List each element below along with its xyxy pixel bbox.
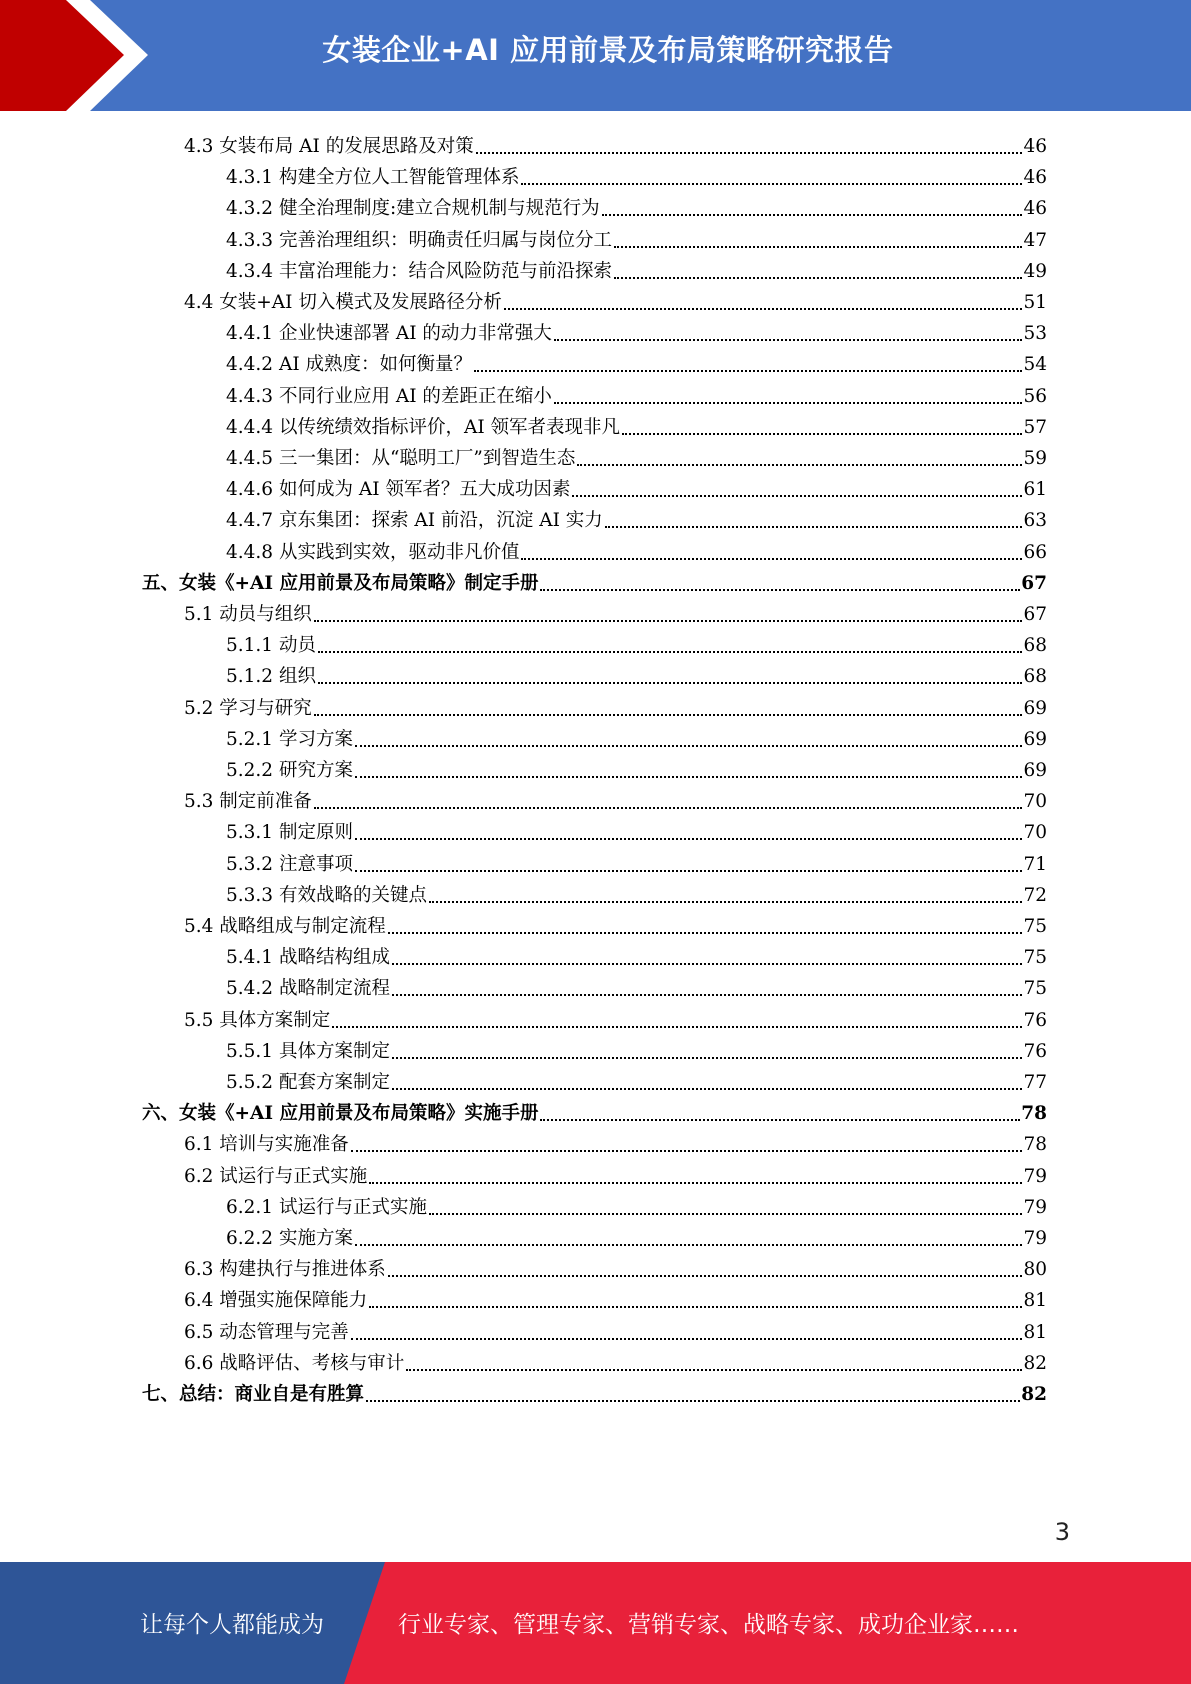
- toc-entry-title: 六、女装《+AI 应用前景及布局策略》实施手册: [142, 1103, 539, 1124]
- toc-entry-page-number: 56: [1023, 386, 1047, 407]
- toc-entry[interactable]: [184, 1002, 1047, 1033]
- toc-entry[interactable]: [226, 627, 1047, 658]
- toc-entry-title: 6.2 试运行与正式实施: [184, 1166, 368, 1187]
- toc-entry[interactable]: [226, 814, 1047, 845]
- toc-dot-leader: [369, 1165, 1022, 1189]
- toc-entry-title: 6.3 构建执行与推进体系: [184, 1259, 386, 1280]
- toc-dot-leader: [605, 509, 1023, 533]
- toc-entry[interactable]: [226, 502, 1047, 533]
- toc-entry-title: 5.3.3 有效战略的关键点: [226, 885, 427, 906]
- toc-dot-leader: [406, 1352, 1022, 1376]
- toc-entry[interactable]: [226, 721, 1047, 752]
- toc-dot-leader: [602, 197, 1023, 221]
- page-number: 3: [1054, 1518, 1070, 1546]
- toc-entry-page-number: 75: [1023, 947, 1047, 968]
- toc-entry-page-number: 79: [1023, 1228, 1047, 1249]
- toc-dot-leader: [318, 634, 1023, 658]
- toc-entry[interactable]: [184, 690, 1047, 721]
- toc-entry-title: 5.2.1 学习方案: [226, 729, 353, 750]
- document-title: 女装企业+AI 应用前景及布局策略研究报告: [322, 33, 894, 67]
- toc-entry-title: 4.4.8 从实践到实效，驱动非凡价值: [226, 542, 520, 563]
- toc-entry[interactable]: [226, 1189, 1047, 1220]
- toc-entry[interactable]: [184, 1126, 1047, 1157]
- toc-dot-leader: [429, 1196, 1022, 1220]
- toc-entry-page-number: 76: [1023, 1010, 1047, 1031]
- toc-dot-leader: [351, 1321, 1023, 1345]
- toc-entry[interactable]: [142, 1095, 1047, 1126]
- toc-entry-title: 6.5 动态管理与完善: [184, 1322, 349, 1343]
- toc-entry[interactable]: [226, 440, 1047, 471]
- toc-entry-page-number: 66: [1023, 542, 1047, 563]
- toc-entry-page-number: 78: [1021, 1103, 1047, 1124]
- toc-dot-leader: [521, 166, 1022, 190]
- toc-entry-page-number: 75: [1023, 916, 1047, 937]
- toc-entry[interactable]: [142, 565, 1047, 596]
- toc-entry-page-number: 53: [1023, 323, 1047, 344]
- toc-dot-leader: [332, 1009, 1022, 1033]
- toc-entry-title: 6.2.2 实施方案: [226, 1228, 353, 1249]
- toc-dot-leader: [355, 728, 1023, 752]
- toc-dot-leader: [355, 853, 1023, 877]
- toc-entry-title: 5.5.1 具体方案制定: [226, 1041, 390, 1062]
- toc-entry-title: 4.3.3 完善治理组织：明确责任归属与岗位分工: [226, 230, 612, 251]
- toc-entry-title: 4.4.5 三一集团：从“聪明工厂”到智造生态: [226, 448, 576, 469]
- toc-entry-page-number: 69: [1023, 698, 1047, 719]
- toc-entry[interactable]: [226, 1033, 1047, 1064]
- toc-dot-leader: [429, 884, 1022, 908]
- toc-entry-page-number: 63: [1023, 510, 1047, 531]
- toc-entry-title: 4.4.3 不同行业应用 AI 的差距正在缩小: [226, 386, 552, 407]
- toc-entry[interactable]: [226, 222, 1047, 253]
- toc-entry-page-number: 82: [1023, 1353, 1047, 1374]
- toc-entry-title: 4.3 女装布局 AI 的发展思路及对策: [184, 136, 474, 157]
- toc-dot-leader: [369, 1289, 1022, 1313]
- toc-entry-page-number: 76: [1023, 1041, 1047, 1062]
- toc-entry-title: 5.1 动员与组织: [184, 604, 312, 625]
- toc-entry[interactable]: [226, 409, 1047, 440]
- toc-dot-leader: [392, 1040, 1022, 1064]
- toc-entry-page-number: 51: [1023, 292, 1047, 313]
- toc-entry[interactable]: [184, 1251, 1047, 1282]
- toc-entry-page-number: 81: [1023, 1290, 1047, 1311]
- toc-entry-page-number: 57: [1023, 417, 1047, 438]
- toc-dot-leader: [577, 447, 1022, 471]
- toc-entry-page-number: 46: [1023, 136, 1047, 157]
- header-banner: [0, 0, 1191, 111]
- toc-dot-leader: [614, 260, 1022, 284]
- toc-dot-leader: [314, 603, 1023, 627]
- toc-entry-page-number: 49: [1023, 261, 1047, 282]
- toc-dot-leader: [474, 353, 1022, 377]
- toc-dot-leader: [355, 821, 1023, 845]
- toc-entry[interactable]: [226, 378, 1047, 409]
- toc-entry-page-number: 78: [1023, 1134, 1047, 1155]
- toc-dot-leader: [622, 416, 1022, 440]
- toc-entry-title: 6.4 增强实施保障能力: [184, 1290, 368, 1311]
- toc-dot-leader: [318, 665, 1023, 689]
- toc-entry-page-number: 67: [1023, 604, 1047, 625]
- toc-dot-leader: [614, 229, 1022, 253]
- toc-entry-title: 5.2.2 研究方案: [226, 760, 353, 781]
- toc-dot-leader: [540, 1102, 1020, 1126]
- toc-dot-leader: [392, 946, 1022, 970]
- toc-dot-leader: [572, 478, 1022, 502]
- toc-entry-title: 五、女装《+AI 应用前景及布局策略》制定手册: [142, 573, 539, 594]
- toc-entry-page-number: 69: [1023, 729, 1047, 750]
- toc-entry[interactable]: [184, 1158, 1047, 1189]
- toc-entry[interactable]: [184, 128, 1047, 159]
- toc-entry-title: 4.4.6 如何成为 AI 领军者？五大成功因素: [226, 479, 571, 500]
- toc-entry-title: 4.3.1 构建全方位人工智能管理体系: [226, 167, 520, 188]
- toc-dot-leader: [504, 291, 1023, 315]
- toc-dot-leader: [554, 322, 1023, 346]
- toc-entry[interactable]: [184, 1314, 1047, 1345]
- toc-entry-title: 5.5 具体方案制定: [184, 1010, 331, 1031]
- toc-dot-leader: [521, 541, 1022, 565]
- footer-banner: [0, 1562, 1191, 1684]
- toc-entry-page-number: 68: [1023, 635, 1047, 656]
- toc-entry-title: 5.1.1 动员: [226, 635, 316, 656]
- toc-entry-page-number: 70: [1023, 822, 1047, 843]
- toc-entry[interactable]: [226, 877, 1047, 908]
- toc-entry-page-number: 71: [1023, 854, 1047, 875]
- toc-entry-title: 5.4 战略组成与制定流程: [184, 916, 386, 937]
- toc-entry-title: 七、总结：商业自是有胜算: [142, 1384, 365, 1405]
- toc-entry-title: 4.3.2 健全治理制度:建立合规机制与规范行为: [226, 198, 600, 219]
- toc-entry-title: 4.4 女装+AI 切入模式及发展路径分析: [184, 292, 502, 313]
- toc-entry-page-number: 77: [1023, 1072, 1047, 1093]
- toc-dot-leader: [314, 790, 1023, 814]
- toc-entry[interactable]: [226, 846, 1047, 877]
- toc-dot-leader: [314, 697, 1023, 721]
- footer-slogan-right: 行业专家、管理专家、营销专家、战略专家、成功企业家……: [398, 1612, 1019, 1638]
- toc-entry-page-number: 46: [1023, 198, 1047, 219]
- toc-entry[interactable]: [226, 315, 1047, 346]
- toc-entry-title: 4.4.4 以传统绩效指标评价，AI 领军者表现非凡: [226, 417, 621, 438]
- toc-entry-title: 5.3.1 制定原则: [226, 822, 353, 843]
- toc-entry-title: 5.5.2 配套方案制定: [226, 1072, 390, 1093]
- toc-entry[interactable]: [184, 908, 1047, 939]
- toc-entry-title: 5.4.2 战略制定流程: [226, 978, 390, 999]
- toc-entry[interactable]: [226, 471, 1047, 502]
- toc-entry[interactable]: [226, 939, 1047, 970]
- toc-entry[interactable]: [226, 534, 1047, 565]
- toc-dot-leader: [351, 1133, 1023, 1157]
- toc-entry-page-number: 59: [1023, 448, 1047, 469]
- toc-entry-title: 4.4.1 企业快速部署 AI 的动力非常强大: [226, 323, 552, 344]
- toc-dot-leader: [355, 759, 1023, 783]
- toc-entry-title: 6.1 培训与实施准备: [184, 1134, 349, 1155]
- toc-dot-leader: [540, 572, 1020, 596]
- toc-entry-title: 6.2.1 试运行与正式实施: [226, 1197, 427, 1218]
- toc-entry-title: 4.4.2 AI 成熟度：如何衡量？: [226, 354, 473, 375]
- toc-dot-leader: [554, 385, 1023, 409]
- toc-entry-title: 4.4.7 京东集团：探索 AI 前沿，沉淀 AI 实力: [226, 510, 603, 531]
- toc-entry-page-number: 69: [1023, 760, 1047, 781]
- toc-entry[interactable]: [226, 253, 1047, 284]
- toc-entry-page-number: 46: [1023, 167, 1047, 188]
- toc-entry-page-number: 61: [1023, 479, 1047, 500]
- toc-entry[interactable]: [226, 190, 1047, 221]
- toc-entry-page-number: 79: [1023, 1166, 1047, 1187]
- toc-entry[interactable]: [184, 783, 1047, 814]
- toc-entry-page-number: 81: [1023, 1322, 1047, 1343]
- toc-entry-title: 5.1.2 组织: [226, 666, 316, 687]
- toc-entry-title: 4.3.4 丰富治理能力：结合风险防范与前沿探索: [226, 261, 612, 282]
- toc-entry[interactable]: [226, 1220, 1047, 1251]
- toc-entry-title: 5.4.1 战略结构组成: [226, 947, 390, 968]
- toc-dot-leader: [355, 1227, 1023, 1251]
- toc-entry[interactable]: [226, 346, 1047, 377]
- toc-entry[interactable]: [226, 970, 1047, 1001]
- toc-entry-title: 5.3 制定前准备: [184, 791, 312, 812]
- toc-dot-leader: [388, 915, 1023, 939]
- footer-slogan-left: 让每个人都能成为: [140, 1612, 324, 1638]
- toc-entry[interactable]: [184, 596, 1047, 627]
- toc-entry-page-number: 75: [1023, 978, 1047, 999]
- toc-entry-title: 5.3.2 注意事项: [226, 854, 353, 875]
- toc-entry[interactable]: [184, 284, 1047, 315]
- toc-dot-leader: [392, 977, 1022, 1001]
- toc-entry-page-number: 72: [1023, 885, 1047, 906]
- toc-entry-page-number: 80: [1023, 1259, 1047, 1280]
- toc-dot-leader: [366, 1383, 1020, 1407]
- toc-entry-page-number: 70: [1023, 791, 1047, 812]
- toc-dot-leader: [388, 1258, 1023, 1282]
- toc-entry[interactable]: [184, 1282, 1047, 1313]
- toc-entry[interactable]: [226, 658, 1047, 689]
- toc-entry-title: 5.2 学习与研究: [184, 698, 312, 719]
- toc-entry-title: 6.6 战略评估、考核与审计: [184, 1353, 405, 1374]
- toc-entry[interactable]: [226, 752, 1047, 783]
- toc-entry-page-number: 68: [1023, 666, 1047, 687]
- toc-entry-page-number: 54: [1023, 354, 1047, 375]
- toc-entry[interactable]: [142, 1376, 1047, 1407]
- toc-dot-leader: [392, 1071, 1022, 1095]
- toc-entry-page-number: 82: [1021, 1384, 1047, 1405]
- toc-entry[interactable]: [226, 1064, 1047, 1095]
- toc-entry-page-number: 79: [1023, 1197, 1047, 1218]
- toc-entry-page-number: 47: [1023, 230, 1047, 251]
- toc-dot-leader: [476, 135, 1023, 159]
- toc-entry[interactable]: [184, 1345, 1047, 1376]
- toc-entry[interactable]: [226, 159, 1047, 190]
- toc-entry-page-number: 67: [1021, 573, 1047, 594]
